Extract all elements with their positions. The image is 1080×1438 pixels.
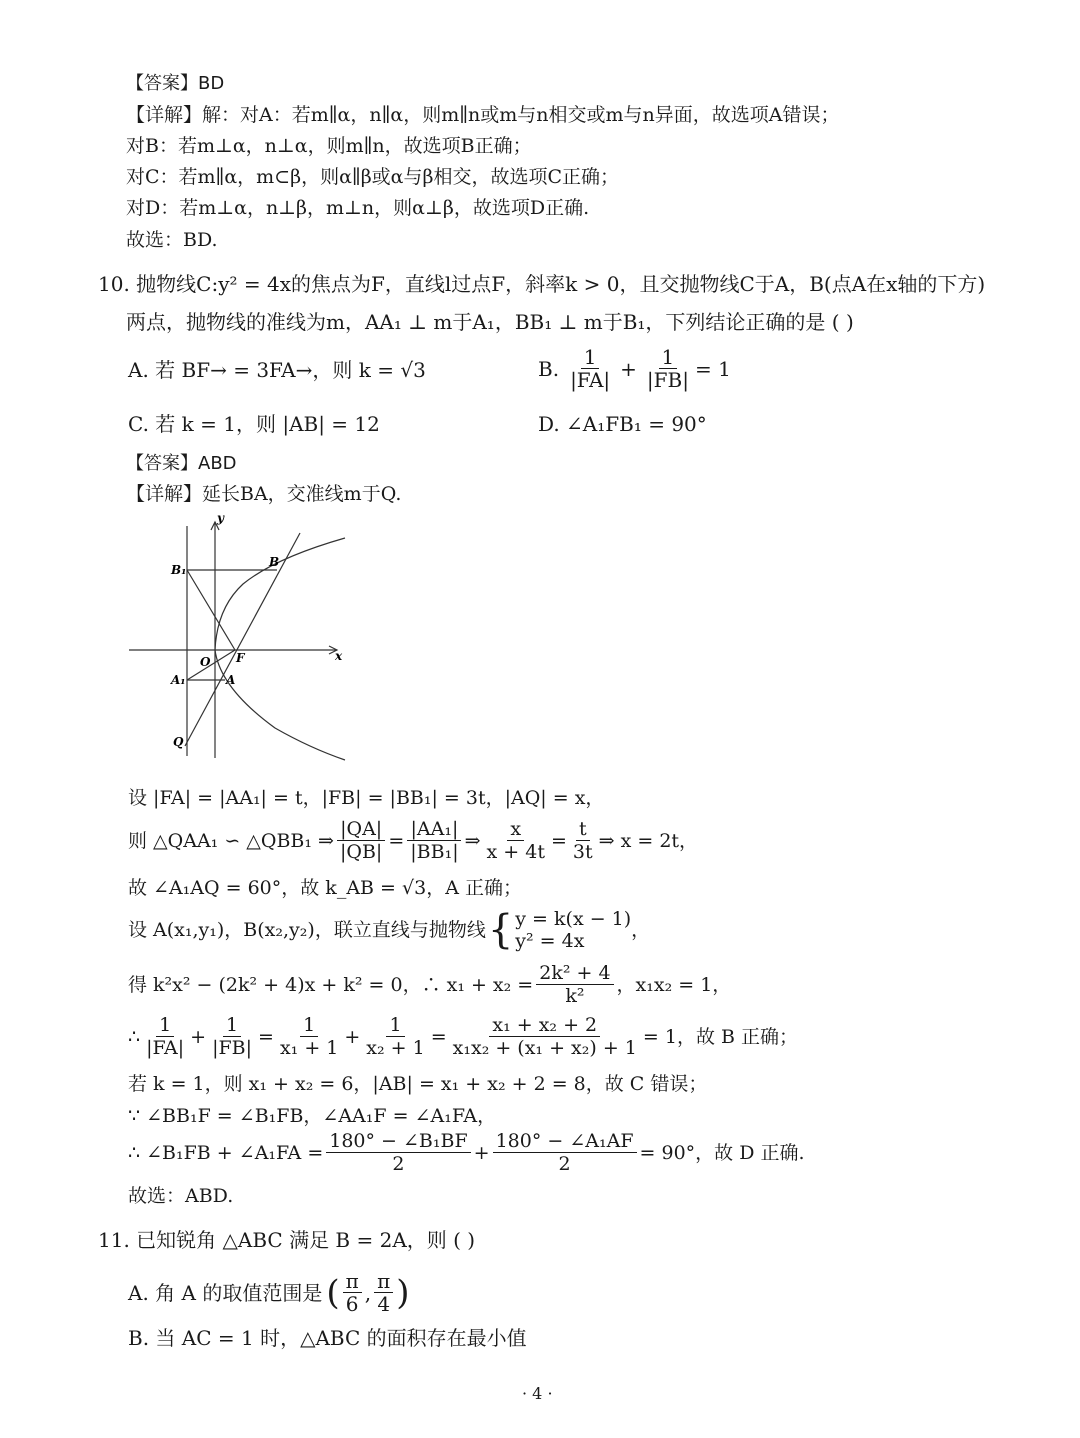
step2-postfix: ⇒ x = 2t， bbox=[598, 829, 699, 852]
step6-eq1: = bbox=[258, 1025, 274, 1048]
label-a: A bbox=[226, 673, 236, 687]
frac-denominator: |FA| bbox=[570, 368, 611, 392]
q10-answer: 【答案】ABD bbox=[126, 453, 237, 474]
frac-denominator: 2 bbox=[558, 1153, 571, 1175]
frac-numerator: 1 bbox=[300, 1014, 318, 1037]
page-number: · 4 · bbox=[522, 1384, 553, 1403]
segment-b1f bbox=[187, 570, 235, 650]
frac-denominator: |FA| bbox=[146, 1037, 185, 1059]
frac-denominator: x₁x₂ + (x₁ + x₂) + 1 bbox=[452, 1037, 637, 1059]
q11-option-a bbox=[128, 1270, 410, 1315]
step2-prefix: 则 △QAA₁ ∽ △QBB₁ ⇒ bbox=[128, 829, 334, 852]
frac-denominator: k² bbox=[565, 985, 585, 1007]
step6-frac3 bbox=[277, 1014, 341, 1059]
frac-denominator: 2 bbox=[392, 1153, 405, 1175]
frac-denominator: 6 bbox=[345, 1292, 359, 1316]
step4-postfix: ， bbox=[631, 919, 651, 941]
frac-numerator: 1 bbox=[223, 1014, 241, 1037]
frac-numerator: |QA| bbox=[337, 818, 385, 841]
step2-frac4 bbox=[570, 818, 596, 863]
line-l bbox=[185, 533, 300, 746]
q9-detail-b: 对B：若m⊥α，n⊥α，则m∥n，故选项B正确； bbox=[126, 135, 532, 157]
q9-answer: 【答案】BD bbox=[126, 73, 225, 94]
q10-detail-intro: 【详解】延长BA，交准线m于Q. bbox=[126, 483, 402, 505]
q10-option-b-label: B. bbox=[538, 356, 560, 381]
step5-prefix: 得 k²x² − (2k² + 4)x + k² = 0，∴ x₁ + x₂ = bbox=[128, 973, 534, 996]
q11-stem: 11. 已知锐角 △ABC 满足 B = 2A，则 ( ) bbox=[98, 1228, 476, 1252]
step6-frac4 bbox=[363, 1014, 427, 1059]
q9-detail-d: 对D：若m⊥α，n⊥β，m⊥n，则α⊥β，故选项D正确. bbox=[126, 197, 590, 219]
step9-frac2 bbox=[493, 1130, 637, 1175]
step2-frac3 bbox=[484, 818, 548, 863]
frac-denominator: |QB| bbox=[339, 841, 383, 863]
frac-numerator: π bbox=[374, 1270, 393, 1293]
label-a1: A₁ bbox=[171, 673, 186, 687]
step4-prefix: 设 A(x₁,y₁)，B(x₂,y₂)，联立直线与抛物线 bbox=[128, 919, 486, 941]
q10-option-b-tail: = 1 bbox=[694, 356, 731, 381]
q10-step3: 故 ∠A₁AQ = 60°，故 k_AB = √3，A 正确； bbox=[128, 877, 522, 899]
step2-frac2 bbox=[407, 818, 461, 863]
q10-option-a: A. 若 BF→ = 3FA→，则 k = √3 bbox=[128, 358, 426, 382]
step5-frac bbox=[536, 962, 613, 1007]
equation-system bbox=[515, 908, 631, 952]
q10-option-b: B. $\frac{1}{|FA|}$ + $\frac{1}{|FB|}$ = 1 bbox=[538, 345, 731, 392]
left-paren-icon: ( bbox=[326, 1272, 340, 1313]
step2-eq1: = bbox=[388, 829, 405, 852]
q10-step5 bbox=[128, 962, 731, 1007]
label-y: y bbox=[217, 511, 224, 525]
q10-final: 故选：ABD. bbox=[128, 1185, 234, 1207]
frac-denominator: 4 bbox=[377, 1292, 391, 1316]
label-q: Q bbox=[173, 735, 184, 749]
q10-step8: ∵ ∠BB₁F = ∠B₁FB，∠AA₁F = ∠A₁FA， bbox=[128, 1105, 497, 1127]
frac-denominator: |FB| bbox=[646, 368, 689, 392]
system-row-2: y² = 4x bbox=[515, 930, 585, 952]
step6-plus2: + bbox=[344, 1025, 361, 1048]
frac-numerator: 1 bbox=[581, 346, 600, 369]
q10-stem-line2: 两点，抛物线的准线为m，AA₁ ⊥ m于A₁，BB₁ ⊥ m于B₁，下列结论正确的是 ( ) bbox=[126, 310, 854, 334]
label-o: O bbox=[200, 655, 211, 669]
label-b: B bbox=[269, 555, 280, 569]
q10-option-d: D. ∠A₁FB₁ = 90° bbox=[538, 412, 707, 436]
frac-numerator: 180° − ∠A₁AF bbox=[493, 1130, 637, 1153]
step9-frac1 bbox=[326, 1130, 470, 1175]
step6-eq2: = bbox=[430, 1025, 447, 1048]
step6-frac2 bbox=[209, 1014, 255, 1059]
step6-frac1 bbox=[143, 1014, 187, 1059]
q10-step2 bbox=[128, 818, 698, 863]
frac-numerator: 1 bbox=[659, 346, 678, 369]
step9-plus: + bbox=[473, 1141, 490, 1164]
q10-step9 bbox=[128, 1130, 805, 1175]
q9-detail-a: 【详解】解：对A：若m∥α，n∥α，则m∥n或m与n相交或m与n异面，故选项A错误； bbox=[126, 104, 840, 126]
frac-numerator: |AA₁| bbox=[407, 818, 461, 841]
system-row-1: y = k(x − 1) bbox=[515, 908, 632, 930]
step2-arrow: ⇒ bbox=[464, 829, 481, 852]
q10-option-b-frac1 bbox=[567, 346, 613, 391]
frac-denominator: 3t bbox=[572, 841, 593, 863]
frac-numerator: 1 bbox=[386, 1014, 404, 1037]
frac-denominator: x₁ + 1 bbox=[279, 1037, 339, 1059]
q9-detail-c: 对C：若m∥α，m⊂β，则α∥β或α与β相交，故选项C正确； bbox=[126, 166, 620, 188]
frac-denominator: |FB| bbox=[212, 1037, 253, 1059]
frac-numerator: 2k² + 4 bbox=[536, 962, 613, 985]
parabola-figure bbox=[125, 508, 355, 768]
q10-step4 bbox=[128, 908, 650, 952]
label-x: x bbox=[335, 649, 343, 663]
q10-step7: 若 k = 1，则 x₁ + x₂ = 6，|AB| = x₁ + x₂ + 2 = 8，故 C 错误； bbox=[128, 1073, 708, 1095]
frac-numerator: x bbox=[507, 818, 524, 841]
q10-step1: 设 |FA| = |AA₁| = t，|FB| = |BB₁| = 3t，|AQ| = x， bbox=[128, 787, 605, 809]
step2-frac1 bbox=[337, 818, 385, 863]
q10-stem-line1: 10. 抛物线C:y² = 4x的焦点为F，直线l过点F，斜率k > 0，且交抛物线C于A，B(点A在x轴的下方) bbox=[98, 272, 986, 296]
q11-option-b: B. 当 AC = 1 时，△ABC 的面积存在最小值 bbox=[128, 1326, 527, 1350]
step6-prefix: ∴ bbox=[128, 1025, 141, 1048]
step9-prefix: ∴ ∠B₁FB + ∠A₁FA = bbox=[128, 1141, 324, 1164]
frac-denominator: x + 4t bbox=[486, 841, 545, 863]
step6-postfix: = 1，故 B 正确； bbox=[642, 1025, 798, 1048]
frac-numerator: x₁ + x₂ + 2 bbox=[489, 1014, 600, 1037]
label-b1: B₁ bbox=[171, 563, 187, 577]
step6-plus1: + bbox=[190, 1025, 207, 1048]
q10-step6 bbox=[128, 1014, 798, 1059]
q10-option-b-frac2 bbox=[644, 346, 692, 391]
step6-frac5 bbox=[450, 1014, 640, 1059]
frac-numerator: π bbox=[343, 1270, 362, 1293]
right-paren-icon: ) bbox=[396, 1272, 410, 1313]
q11-option-a-prefix: A. 角 A 的取值范围是 bbox=[128, 1280, 323, 1305]
q11-option-a-frac2 bbox=[374, 1270, 393, 1315]
q9-final: 故选：BD. bbox=[126, 229, 218, 251]
frac-numerator: 1 bbox=[156, 1014, 174, 1037]
frac-denominator: |BB₁| bbox=[410, 841, 459, 863]
frac-denominator: x₂ + 1 bbox=[366, 1037, 425, 1059]
q11-option-a-frac1 bbox=[343, 1270, 362, 1315]
frac-numerator: t bbox=[576, 818, 590, 841]
frac-numerator: 180° − ∠B₁BF bbox=[326, 1130, 470, 1153]
step9-postfix: = 90°，故 D 正确. bbox=[639, 1141, 805, 1164]
label-f: F bbox=[236, 651, 245, 665]
brace-icon: { bbox=[487, 907, 514, 953]
q10-option-c: C. 若 k = 1，则 |AB| = 12 bbox=[128, 412, 380, 436]
step5-postfix: ，x₁x₂ = 1， bbox=[616, 973, 732, 996]
step2-eq2: = bbox=[550, 829, 567, 852]
comma-separator: , bbox=[364, 1280, 372, 1305]
